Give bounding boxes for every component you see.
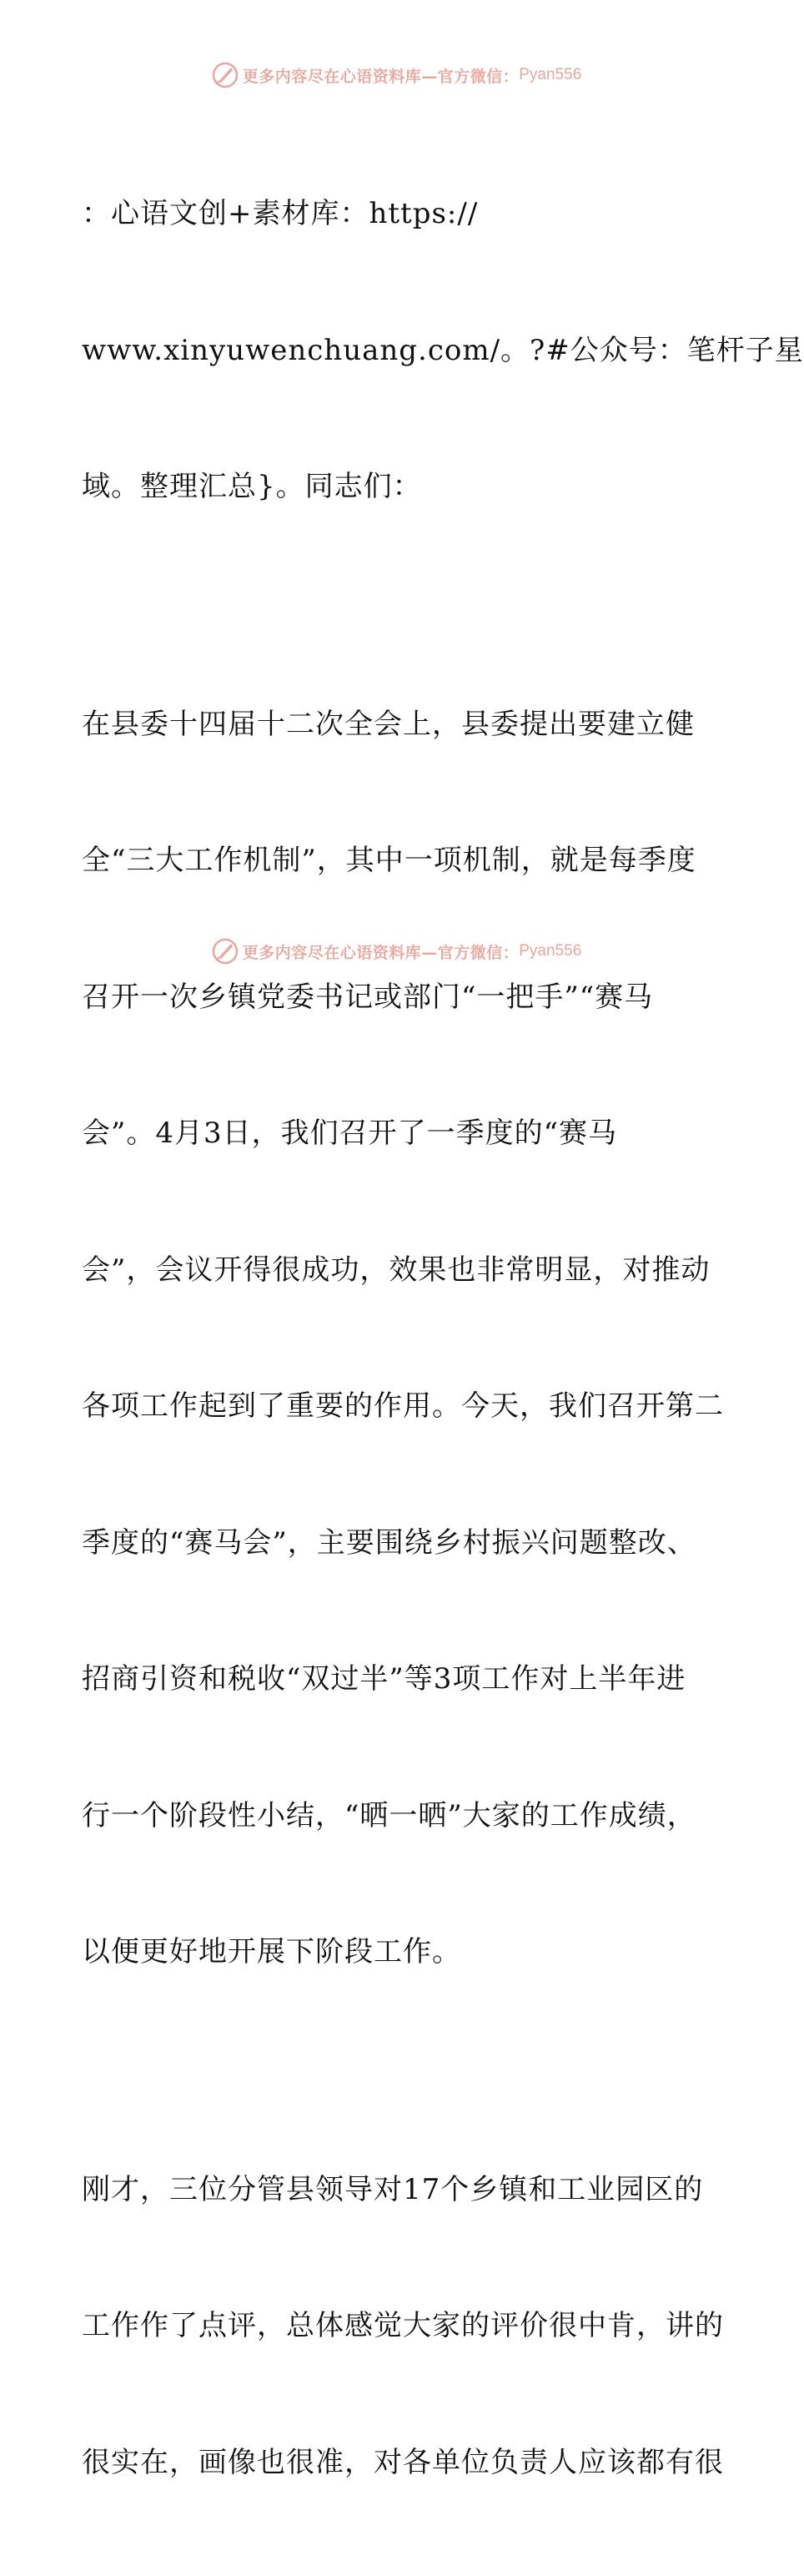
text-line: ：心语文创+素材库：https:// <box>82 191 709 237</box>
watermark-text: 更多内容尽在心语资料库—官方微信： <box>243 940 520 963</box>
text-line: 季度的“赛马会”，主要围绕乡村振兴问题整改、 <box>82 1520 709 1566</box>
document-body <box>82 100 709 2576</box>
watermark-handle: Pyan556 <box>519 66 581 84</box>
paragraph-intro <box>82 100 709 601</box>
watermark-banner-bottom <box>0 935 792 968</box>
text-line: 工作作了点评，总体感觉大家的评价很中肯，讲的 <box>82 2303 709 2349</box>
quill-pen-icon <box>211 937 239 965</box>
text-line: 招商引资和税收“双过半”等3项工作对上半年进 <box>82 1656 709 1702</box>
text-line: 行一个阶段性小结，“晒一晒”大家的工作成绩， <box>82 1793 709 1839</box>
watermark-text: 更多内容尽在心语资料库—官方微信： <box>243 64 520 87</box>
text-line: 域。整理汇总}。同志们： <box>82 464 709 510</box>
text-line: 会”。4月3日，我们召开了一季度的“赛马 <box>82 1111 709 1157</box>
text-line: 会”，会议开得很成功，效果也非常明显，对推动 <box>82 1248 709 1293</box>
watermark-handle: Pyan556 <box>519 942 581 960</box>
text-line: 刚才，三位分管县领导对17个乡镇和工业园区的 <box>82 2167 709 2213</box>
paragraph-main <box>82 611 709 2066</box>
text-line: www.xinyuwenchuang.com/。?#公众号：笔杆子星 <box>82 328 709 374</box>
paragraph-review <box>82 2076 709 2576</box>
text-line: 召开一次乡镇党委书记或部门“一把手”“赛马 <box>82 975 709 1021</box>
quill-pen-icon <box>211 61 239 89</box>
text-line: 在县委十四届十二次全会上，县委提出要建立健 <box>82 702 709 748</box>
watermark-banner-top <box>0 58 792 92</box>
text-line: 以便更好地开展下阶段工作。 <box>82 1929 709 1975</box>
text-line: 全“三大工作机制”，其中一项机制，就是每季度 <box>82 838 709 884</box>
text-line: 各项工作起到了重要的作用。今天，我们召开第二 <box>82 1384 709 1429</box>
text-line: 很实在，画像也很准，对各单位负责人应该都有很 <box>82 2440 709 2486</box>
